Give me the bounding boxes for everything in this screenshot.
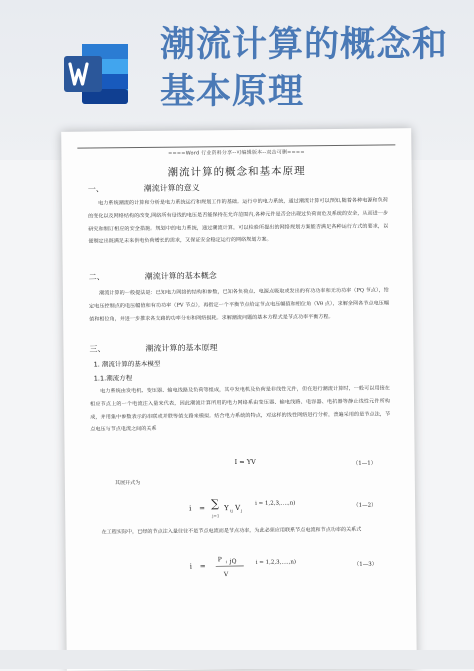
section-2-title: 潮流计算的基本概念: [145, 270, 217, 282]
paragraph-principle: 电力系统由发电机、变压器、输电线路及负荷等组成，其中发电机及负荷是非线性元件，但在进行潮流计算时，一般可以用接在相应节点上的一个电流注入量来代表，因此潮流计算所用的电力网络系由变压器、输电线路、电容器、电抗器等静止线性元件所构成，并用集中参数表示的串联或并联等值支路来模拟。结合电力系统的特点，对这样的线性网络进行分析，普遍采用的是节点法，节点电压与节点电流之间的关系: [90, 382, 391, 436]
word-icon: [60, 38, 132, 110]
section-3-title: 潮流计算的基本原理: [145, 342, 217, 354]
subsection-1-1: 1.1.潮流方程: [94, 373, 132, 382]
paragraph-concept: 潮流计算的一般提法是：已知电力网络的结构和参数，已知各负荷点、电源点吸取或发出的有功功率和无功功率（PQ 节点），给定电压控制点的电压幅值和有功功率（PV 节点），再指定一个平衡节点给定节点电压幅值和相位角（Vθ 点），求解全网各节点电压幅值和相位角，并进一步推求各支路的功率分布和网络损耗。求解潮流问题的基本方程式是节点功率平衡方程。: [89, 284, 389, 326]
formula-3: i = 1,2,3,….,n): [256, 559, 296, 565]
document-page: [61, 128, 417, 671]
svg-text:jQ: jQ: [229, 558, 237, 565]
svg-text:V: V: [234, 504, 241, 512]
equation-number-1: （1—1）: [353, 459, 377, 467]
document-title: 潮流计算的概念和基本原理: [62, 162, 412, 181]
svg-text:j=1: j=1: [211, 513, 219, 518]
section-3-number: 三、: [89, 343, 105, 354]
svg-text:i: i: [226, 559, 228, 564]
svg-text:P: P: [218, 556, 222, 563]
bottom-background: [0, 650, 474, 669]
svg-text:∑: ∑: [211, 497, 219, 510]
svg-text:i: i: [189, 504, 192, 512]
formula-1: I = YV: [235, 458, 256, 466]
svg-text:Y: Y: [223, 504, 229, 512]
svg-text:ij: ij: [230, 508, 233, 513]
paragraph-significance: 电力系统潮流的计算和分析是电力系统运行和规划工作的基础。运行中的电力系统，通过潮流计算可以预知,随着各种电源和负荷的变化以及网络结构的改变,网络所有母线的电压是否能保持在允许范围内,各种元件是否会出现过负荷而危及系统的安全，从而进一步研究和制订相应的安全措施。规划中的电力系统，通过潮流计算，可以检验所提出的网络规划方案能否满足各种运行方式的要求，以便制定出既满足未来供电负荷增长的需求，又保证安全稳定运行的网络规划方案。: [88, 194, 389, 248]
subsection-1: 1. 潮流计算的基本模型: [94, 359, 161, 369]
svg-text:V: V: [223, 571, 229, 578]
formula-2: i = 1,2,3,….,n): [255, 500, 295, 506]
expand-label: 其展开式为: [115, 476, 235, 490]
banner-title: 潮流计算的概念和基本原理: [160, 22, 460, 116]
paragraph-power: 在工程实际中，已经的节点注入量往往不是节点电流而是节点功率，为此必须应用联系节点电流和节点功率的关系式: [91, 523, 391, 539]
document-header: ====Word 行业资料分享--可编辑版本--双击可删====: [61, 147, 411, 158]
section-1-number: 一、: [88, 183, 104, 194]
svg-text:j: j: [240, 508, 242, 513]
equation-number-3: （1—3）: [354, 560, 378, 568]
equation-number-2: （1—2）: [353, 501, 377, 509]
svg-text:=: =: [199, 504, 205, 512]
svg-text:i: i: [190, 562, 193, 570]
section-2-number: 二、: [89, 271, 105, 282]
section-1-title: 潮流计算的意义: [144, 182, 200, 194]
svg-text:=: =: [200, 562, 206, 570]
